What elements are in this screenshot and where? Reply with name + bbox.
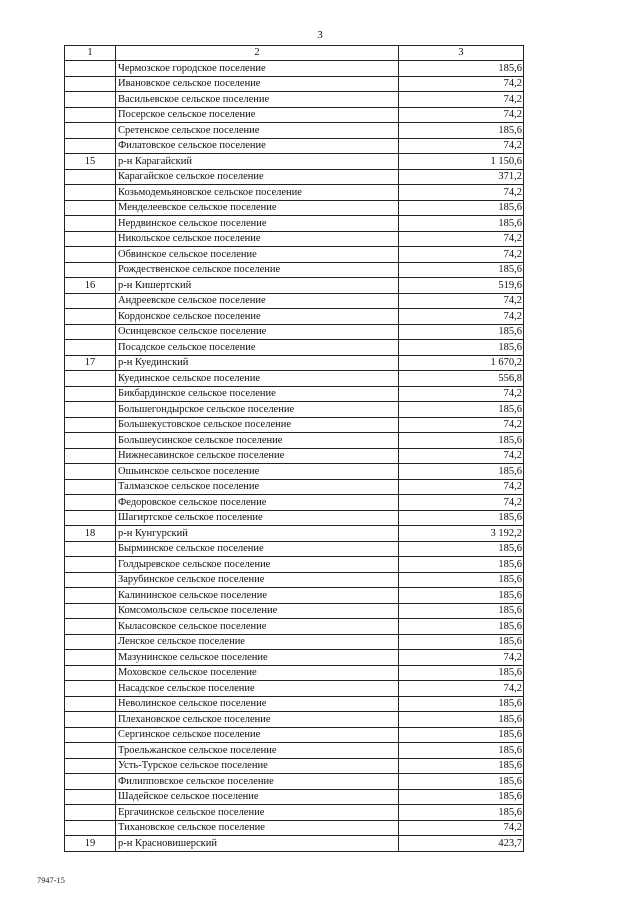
settlement-name-cell: Тихановское сельское поселение — [116, 820, 399, 836]
settlement-name-cell: Сретенское сельское поселение — [116, 123, 399, 139]
amount-cell: 74,2 — [399, 92, 524, 108]
row-number-cell — [65, 588, 116, 604]
table-row — [65, 774, 524, 790]
amount-cell: 74,2 — [399, 417, 524, 433]
amount-cell: 74,2 — [399, 247, 524, 263]
settlement-name-cell: Большегондырское сельское поселение — [116, 402, 399, 418]
settlement-name-cell: Талмазское сельское поселение — [116, 479, 399, 495]
settlement-name-cell: Нижнесавинское сельское поселение — [116, 448, 399, 464]
row-number-cell — [65, 92, 116, 108]
row-number-cell — [65, 200, 116, 216]
settlement-name-cell: Филипповское сельское поселение — [116, 774, 399, 790]
settlement-name-cell: Шадейское сельское поселение — [116, 789, 399, 805]
amount-cell: 185,6 — [399, 510, 524, 526]
amount-cell: 423,7 — [399, 836, 524, 852]
settlement-name-cell: Бырминское сельское поселение — [116, 541, 399, 557]
amount-cell: 74,2 — [399, 185, 524, 201]
settlement-name-cell: Ергачинское сельское поселение — [116, 805, 399, 821]
row-number-cell — [65, 696, 116, 712]
table-row — [65, 727, 524, 743]
table-row — [65, 293, 524, 309]
row-number-cell — [65, 309, 116, 325]
settlement-name-cell: Большеусинское сельское поселение — [116, 433, 399, 449]
row-number-cell — [65, 789, 116, 805]
settlement-name-cell: Троельжанское сельское поселение — [116, 743, 399, 759]
row-number-cell — [65, 665, 116, 681]
settlement-name-cell: р-н Кишертский — [116, 278, 399, 294]
table-row — [65, 712, 524, 728]
settlement-name-cell: р-н Красновишерский — [116, 836, 399, 852]
row-number-cell — [65, 262, 116, 278]
row-number-cell — [65, 231, 116, 247]
table-row — [65, 76, 524, 92]
row-number-cell — [65, 820, 116, 836]
table-row — [65, 92, 524, 108]
row-number-cell — [65, 603, 116, 619]
table-row — [65, 603, 524, 619]
amount-cell: 185,6 — [399, 340, 524, 356]
table-row — [65, 402, 524, 418]
settlement-name-cell: Васильевское сельское поселение — [116, 92, 399, 108]
settlement-name-cell: Чермозское городское поселение — [116, 61, 399, 77]
column-header-1: 1 — [65, 46, 116, 61]
column-header-3: 3 — [399, 46, 524, 61]
row-number-cell — [65, 727, 116, 743]
amount-cell: 556,8 — [399, 371, 524, 387]
settlement-name-cell: Голдыревское сельское поселение — [116, 557, 399, 573]
table-row — [65, 309, 524, 325]
row-number-cell — [65, 107, 116, 123]
table-row — [65, 743, 524, 759]
table-row — [65, 572, 524, 588]
district-row — [65, 154, 524, 170]
settlement-name-cell: Ивановское сельское поселение — [116, 76, 399, 92]
settlement-name-cell: Ленское сельское поселение — [116, 634, 399, 650]
table-row — [65, 805, 524, 821]
row-number-cell — [65, 448, 116, 464]
row-number-cell — [65, 681, 116, 697]
settlement-name-cell: Андреевское сельское поселение — [116, 293, 399, 309]
amount-cell: 185,6 — [399, 588, 524, 604]
table-row — [65, 231, 524, 247]
amount-cell: 185,6 — [399, 758, 524, 774]
amount-cell: 3 192,2 — [399, 526, 524, 542]
settlement-name-cell: Козьмодемьяновское сельское поселение — [116, 185, 399, 201]
settlement-name-cell: р-н Карагайский — [116, 154, 399, 170]
table-row — [65, 665, 524, 681]
table-row — [65, 200, 524, 216]
row-number-cell — [65, 510, 116, 526]
amount-cell: 185,6 — [399, 433, 524, 449]
row-number-cell — [65, 805, 116, 821]
amount-cell: 185,6 — [399, 789, 524, 805]
table-row — [65, 495, 524, 511]
district-row — [65, 836, 524, 852]
settlement-name-cell: Большекустовское сельское поселение — [116, 417, 399, 433]
table-row — [65, 541, 524, 557]
settlement-name-cell: р-н Куединский — [116, 355, 399, 371]
settlement-name-cell: Никольское сельское поселение — [116, 231, 399, 247]
district-row — [65, 355, 524, 371]
settlement-name-cell: Сергинское сельское поселение — [116, 727, 399, 743]
district-row — [65, 278, 524, 294]
row-number-cell: 19 — [65, 836, 116, 852]
settlement-name-cell: Обвинское сельское поселение — [116, 247, 399, 263]
settlement-name-cell: Бикбардинское сельское поселение — [116, 386, 399, 402]
amount-cell: 1 150,6 — [399, 154, 524, 170]
table-row — [65, 464, 524, 480]
settlement-name-cell: Комсомольское сельское поселение — [116, 603, 399, 619]
row-number-cell: 16 — [65, 278, 116, 294]
amount-cell: 74,2 — [399, 293, 524, 309]
amount-cell: 185,6 — [399, 262, 524, 278]
amount-cell: 74,2 — [399, 681, 524, 697]
row-number-cell — [65, 417, 116, 433]
amount-cell: 74,2 — [399, 650, 524, 666]
row-number-cell — [65, 634, 116, 650]
row-number-cell — [65, 479, 116, 495]
settlement-name-cell: Осинцевское сельское поселение — [116, 324, 399, 340]
settlement-name-cell: Федоровское сельское поселение — [116, 495, 399, 511]
amount-cell: 185,6 — [399, 324, 524, 340]
row-number-cell — [65, 650, 116, 666]
amount-cell: 185,6 — [399, 200, 524, 216]
district-row — [65, 526, 524, 542]
row-number-cell: 18 — [65, 526, 116, 542]
row-number-cell — [65, 293, 116, 309]
row-number-cell — [65, 169, 116, 185]
amount-cell: 185,6 — [399, 61, 524, 77]
table-header-row — [65, 46, 524, 61]
amount-cell: 185,6 — [399, 696, 524, 712]
amount-cell: 185,6 — [399, 216, 524, 232]
amount-cell: 1 670,2 — [399, 355, 524, 371]
amount-cell: 185,6 — [399, 541, 524, 557]
row-number-cell — [65, 495, 116, 511]
table-row — [65, 619, 524, 635]
table-row — [65, 107, 524, 123]
row-number-cell — [65, 774, 116, 790]
settlement-name-cell: Посерское сельское поселение — [116, 107, 399, 123]
settlement-name-cell: Куединское сельское поселение — [116, 371, 399, 387]
amount-cell: 74,2 — [399, 76, 524, 92]
row-number-cell — [65, 557, 116, 573]
settlement-name-cell: Шагиртское сельское поселение — [116, 510, 399, 526]
table-row — [65, 588, 524, 604]
amount-cell: 185,6 — [399, 619, 524, 635]
amount-cell: 185,6 — [399, 123, 524, 139]
settlement-name-cell: Ошьинское сельское поселение — [116, 464, 399, 480]
table-row — [65, 169, 524, 185]
amount-cell: 74,2 — [399, 386, 524, 402]
table-row — [65, 216, 524, 232]
settlement-name-cell: Карагайское сельское поселение — [116, 169, 399, 185]
table-row — [65, 696, 524, 712]
row-number-cell — [65, 402, 116, 418]
table-row — [65, 247, 524, 263]
settlement-name-cell: Насадское сельское поселение — [116, 681, 399, 697]
table-row — [65, 789, 524, 805]
settlement-name-cell: Менделеевское сельское поселение — [116, 200, 399, 216]
row-number-cell — [65, 572, 116, 588]
row-number-cell — [65, 61, 116, 77]
settlement-name-cell: Калининское сельское поселение — [116, 588, 399, 604]
row-number-cell — [65, 433, 116, 449]
table-row — [65, 185, 524, 201]
column-header-2: 2 — [116, 46, 399, 61]
table-row — [65, 417, 524, 433]
table-row — [65, 61, 524, 77]
settlement-name-cell: Кордонское сельское поселение — [116, 309, 399, 325]
settlement-name-cell: Зарубинское сельское поселение — [116, 572, 399, 588]
table-row — [65, 557, 524, 573]
settlement-name-cell: Неволинское сельское поселение — [116, 696, 399, 712]
settlement-name-cell: Филатовское сельское поселение — [116, 138, 399, 154]
table-row — [65, 510, 524, 526]
settlement-name-cell: Моховское сельское поселение — [116, 665, 399, 681]
settlement-name-cell: Рождественское сельское поселение — [116, 262, 399, 278]
amount-cell: 185,6 — [399, 727, 524, 743]
row-number-cell: 17 — [65, 355, 116, 371]
table-row — [65, 340, 524, 356]
row-number-cell — [65, 619, 116, 635]
amount-cell: 185,6 — [399, 572, 524, 588]
amount-cell: 74,2 — [399, 231, 524, 247]
table-row — [65, 681, 524, 697]
table-row — [65, 479, 524, 495]
document-code: 7947-15 — [37, 876, 66, 885]
table-row — [65, 650, 524, 666]
amount-cell: 519,6 — [399, 278, 524, 294]
row-number-cell — [65, 123, 116, 139]
amount-cell: 185,6 — [399, 634, 524, 650]
amount-cell: 185,6 — [399, 774, 524, 790]
row-number-cell — [65, 386, 116, 402]
allocation-table — [64, 45, 524, 852]
row-number-cell — [65, 371, 116, 387]
amount-cell: 74,2 — [399, 309, 524, 325]
amount-cell: 185,6 — [399, 712, 524, 728]
amount-cell: 185,6 — [399, 805, 524, 821]
amount-cell: 185,6 — [399, 402, 524, 418]
table-row — [65, 433, 524, 449]
table-row — [65, 820, 524, 836]
amount-cell: 74,2 — [399, 448, 524, 464]
table-row — [65, 634, 524, 650]
settlement-name-cell: Плехановское сельское поселение — [116, 712, 399, 728]
settlement-name-cell: Усть-Турское сельское поселение — [116, 758, 399, 774]
page-number: 3 — [317, 29, 323, 41]
amount-cell: 185,6 — [399, 603, 524, 619]
settlement-name-cell: Посадское сельское поселение — [116, 340, 399, 356]
table-row — [65, 371, 524, 387]
amount-cell: 74,2 — [399, 107, 524, 123]
row-number-cell — [65, 743, 116, 759]
row-number-cell — [65, 247, 116, 263]
table-row — [65, 123, 524, 139]
row-number-cell — [65, 541, 116, 557]
table-row — [65, 324, 524, 340]
amount-cell: 185,6 — [399, 665, 524, 681]
amount-cell: 185,6 — [399, 557, 524, 573]
table-row — [65, 386, 524, 402]
settlement-name-cell: Мазунинское сельское поселение — [116, 650, 399, 666]
row-number-cell — [65, 324, 116, 340]
settlement-name-cell: Кыласовское сельское поселение — [116, 619, 399, 635]
table-row — [65, 262, 524, 278]
row-number-cell — [65, 138, 116, 154]
settlement-name-cell: Нердвинское сельское поселение — [116, 216, 399, 232]
row-number-cell — [65, 216, 116, 232]
row-number-cell — [65, 758, 116, 774]
row-number-cell — [65, 712, 116, 728]
settlement-name-cell: р-н Кунгурский — [116, 526, 399, 542]
amount-cell: 74,2 — [399, 479, 524, 495]
row-number-cell — [65, 340, 116, 356]
table-row — [65, 758, 524, 774]
amount-cell: 185,6 — [399, 743, 524, 759]
amount-cell: 74,2 — [399, 138, 524, 154]
row-number-cell — [65, 185, 116, 201]
table-row — [65, 138, 524, 154]
row-number-cell — [65, 464, 116, 480]
table-row — [65, 448, 524, 464]
row-number-cell: 15 — [65, 154, 116, 170]
row-number-cell — [65, 76, 116, 92]
amount-cell: 185,6 — [399, 464, 524, 480]
amount-cell: 371,2 — [399, 169, 524, 185]
amount-cell: 74,2 — [399, 820, 524, 836]
amount-cell: 74,2 — [399, 495, 524, 511]
